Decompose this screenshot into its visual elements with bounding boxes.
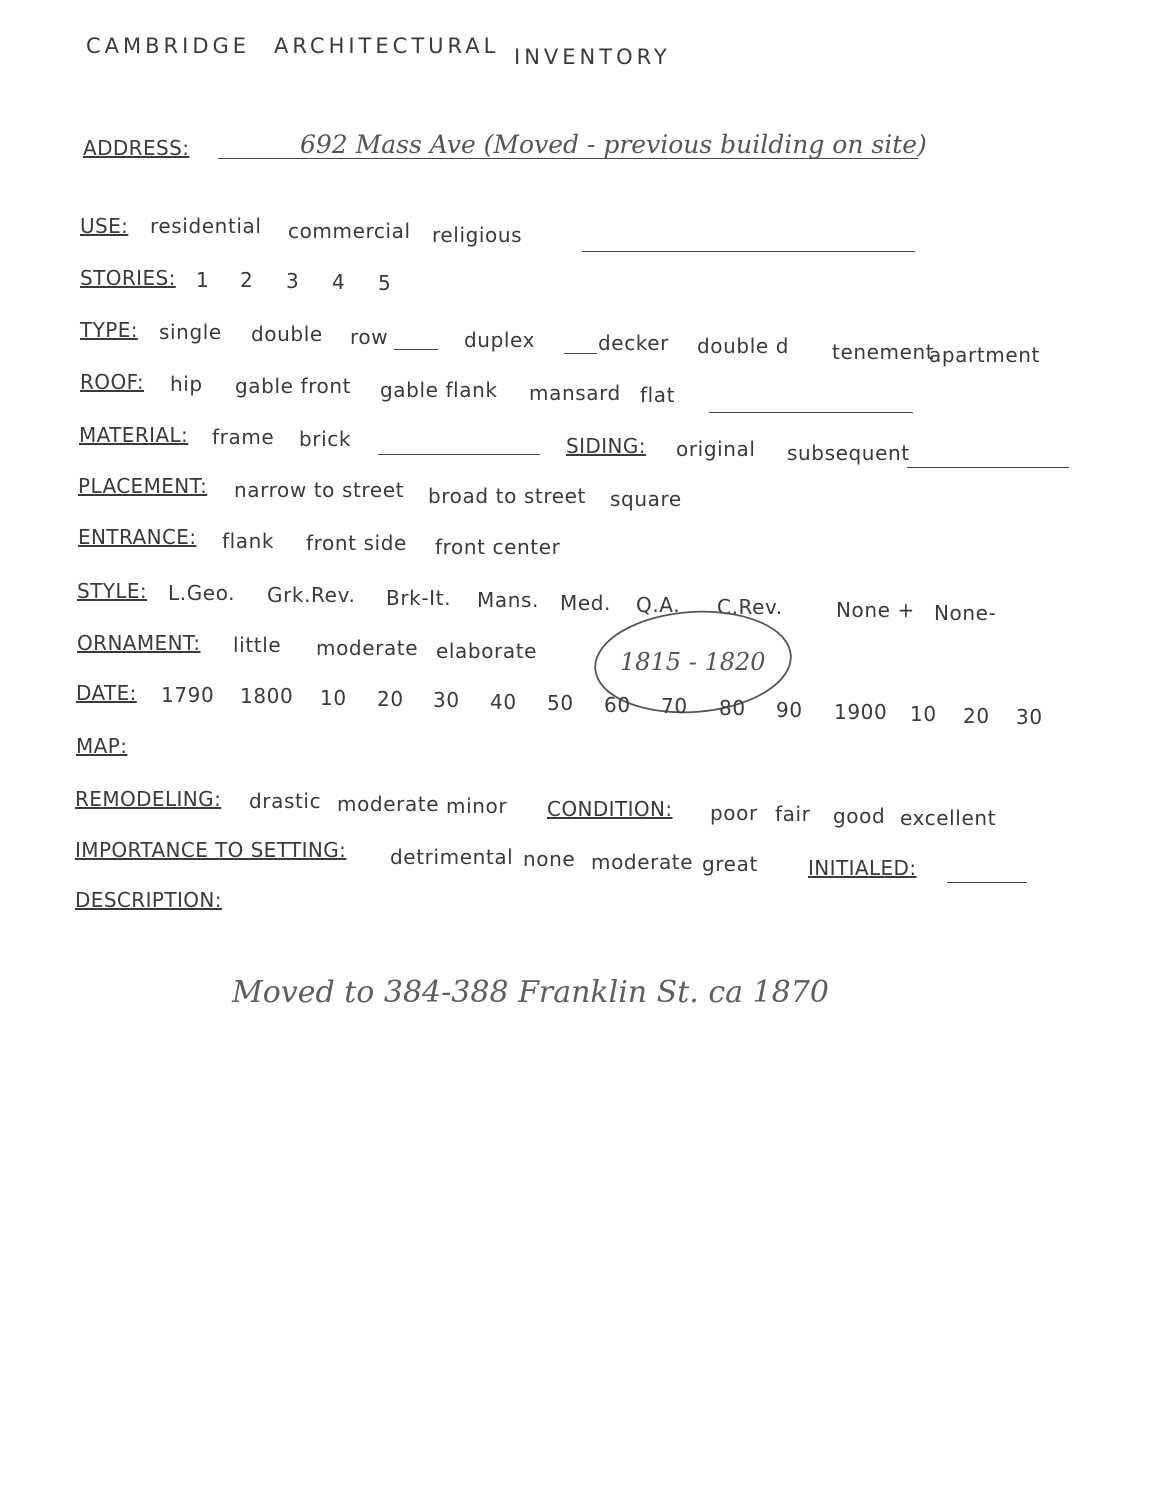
stories-2: 2	[240, 268, 254, 292]
date-80: 80	[719, 696, 746, 720]
initialed-line	[947, 882, 1027, 883]
date-20: 20	[377, 687, 404, 711]
header-cambridge: CAMBRIDGE	[86, 34, 251, 58]
use-option-commercial: commercial	[288, 219, 411, 243]
entrance-flank: flank	[222, 529, 275, 553]
ornament-label: ORNAMENT:	[77, 631, 201, 655]
type-decker: decker	[598, 331, 669, 355]
date-1930: 30	[1016, 705, 1043, 729]
type-single: single	[159, 320, 222, 344]
type-apartment: apartment	[929, 343, 1040, 367]
roof-gable-flank: gable flank	[380, 378, 498, 402]
entrance-label: ENTRANCE:	[78, 525, 197, 549]
importance-detrimental: detrimental	[390, 845, 514, 869]
importance-label: IMPORTANCE TO SETTING:	[75, 838, 347, 862]
style-med: Med.	[560, 591, 612, 615]
style-lgeo: L.Geo.	[168, 581, 236, 605]
material-label: MATERIAL:	[79, 423, 189, 447]
date-50: 50	[547, 691, 574, 715]
remodeling-minor: minor	[446, 794, 508, 818]
roof-gable-front: gable front	[235, 374, 352, 398]
style-mans: Mans.	[477, 588, 539, 612]
condition-poor: poor	[710, 801, 758, 825]
type-decker-blank	[564, 353, 597, 354]
ornament-moderate: moderate	[316, 636, 419, 660]
style-brkit: Brk-It.	[386, 586, 452, 610]
date-70: 70	[661, 694, 688, 718]
stories-label: STORIES:	[80, 266, 176, 290]
type-label: TYPE:	[80, 318, 138, 342]
date-1790: 1790	[161, 683, 215, 707]
use-option-residential: residential	[150, 214, 262, 238]
roof-hip: hip	[170, 372, 203, 396]
remodeling-drastic: drastic	[249, 789, 322, 813]
date-40: 40	[490, 690, 517, 714]
header-inventory: INVENTORY	[514, 45, 671, 69]
use-label: USE:	[80, 214, 129, 238]
date-1920: 20	[963, 704, 990, 728]
type-double-d: double d	[697, 334, 790, 358]
date-label: DATE:	[76, 681, 137, 705]
remodeling-moderate: moderate	[337, 792, 440, 816]
entrance-front-side: front side	[306, 531, 407, 555]
style-qa: Q.A.	[636, 593, 681, 617]
initialed-label: INITIALED:	[808, 856, 917, 880]
style-grkrev: Grk.Rev.	[267, 583, 356, 607]
address-label: ADDRESS:	[83, 136, 190, 160]
type-row: row	[350, 325, 389, 349]
placement-label: PLACEMENT:	[78, 474, 208, 498]
date-60: 60	[604, 693, 631, 717]
style-none-minus: None-	[934, 601, 997, 625]
stories-5: 5	[378, 271, 392, 295]
entrance-front-center: front center	[435, 535, 561, 559]
roof-label: ROOF:	[80, 370, 145, 394]
date-10: 10	[320, 686, 347, 710]
description-handwritten: Moved to 384-388 Franklin St. ca 1870	[232, 975, 829, 1010]
roof-line	[709, 412, 913, 413]
importance-great: great	[702, 852, 758, 876]
stories-3: 3	[286, 269, 300, 293]
placement-narrow: narrow to street	[234, 478, 405, 502]
style-crev: C.Rev.	[717, 595, 783, 619]
ornament-elaborate: elaborate	[436, 639, 538, 663]
importance-none: none	[523, 847, 576, 871]
date-90: 90	[776, 698, 803, 722]
type-tenement: tenement	[832, 340, 935, 364]
style-none-plus: None +	[836, 598, 915, 622]
date-1900: 1900	[834, 700, 888, 724]
style-label: STYLE:	[77, 579, 148, 603]
type-duplex: duplex	[464, 328, 536, 352]
stories-1: 1	[196, 268, 210, 292]
material-brick: brick	[299, 427, 352, 451]
condition-label: CONDITION:	[547, 797, 673, 821]
date-30: 30	[433, 688, 460, 712]
address-value: 692 Mass Ave (Moved - previous building on site)	[300, 130, 927, 159]
stories-4: 4	[332, 270, 346, 294]
condition-good: good	[833, 804, 886, 828]
material-frame: frame	[212, 425, 275, 449]
siding-subsequent: subsequent	[787, 441, 910, 465]
ornament-little: little	[233, 633, 282, 657]
date-1800: 1800	[240, 684, 294, 708]
condition-fair: fair	[775, 802, 811, 826]
type-row-blank	[394, 349, 438, 350]
type-double: double	[251, 322, 323, 346]
roof-mansard: mansard	[529, 381, 621, 405]
date-handwritten-range: 1815 - 1820	[620, 648, 766, 676]
condition-excellent: excellent	[900, 806, 997, 830]
use-line	[582, 251, 915, 252]
header-architectural: ARCHITECTURAL	[274, 34, 500, 58]
map-label: MAP:	[76, 734, 128, 758]
siding-label: SIDING:	[566, 434, 646, 458]
placement-square: square	[610, 487, 682, 511]
siding-original: original	[676, 437, 756, 461]
importance-moderate: moderate	[591, 850, 694, 874]
use-option-religious: religious	[432, 223, 523, 247]
placement-broad: broad to street	[428, 484, 586, 508]
description-label: DESCRIPTION:	[75, 888, 222, 912]
material-line	[378, 454, 540, 455]
date-1910: 10	[910, 702, 937, 726]
remodeling-label: REMODELING:	[75, 787, 222, 811]
roof-flat: flat	[640, 383, 676, 407]
siding-line	[907, 467, 1069, 468]
